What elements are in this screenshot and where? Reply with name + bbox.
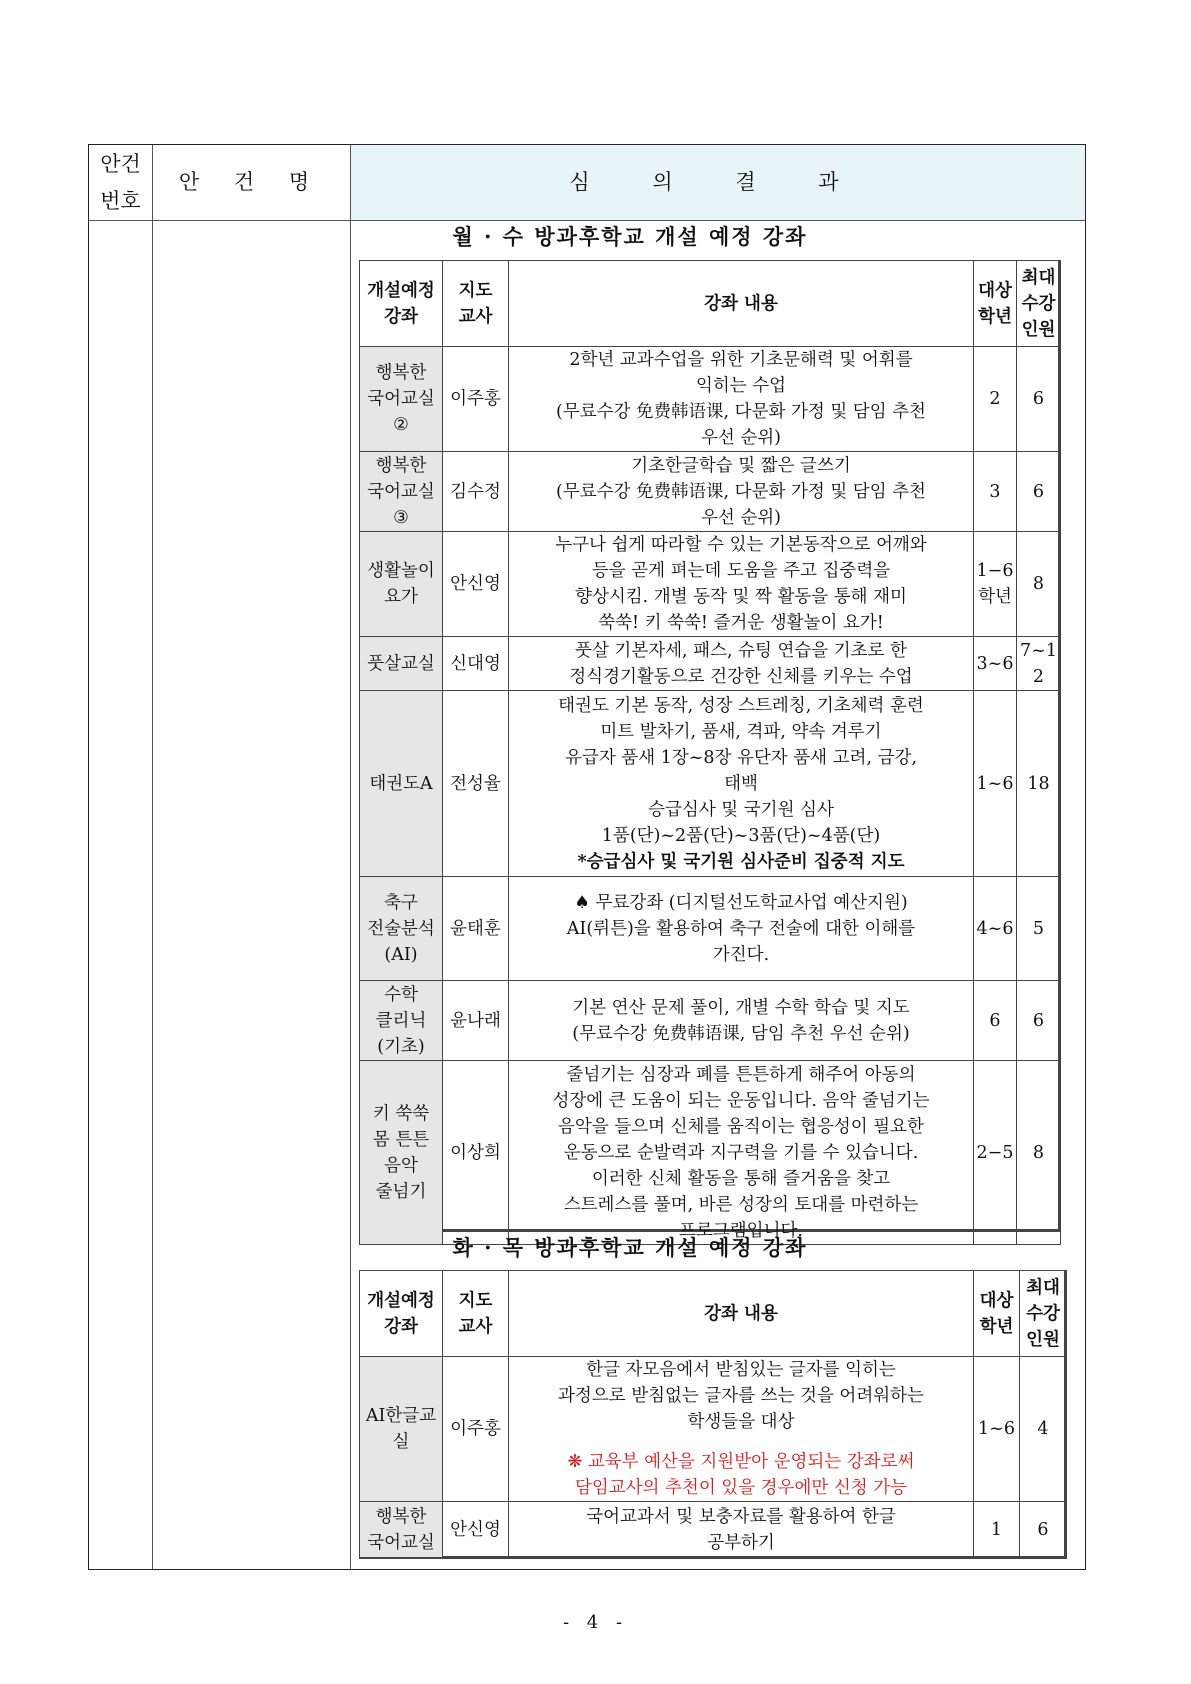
content-line: (무료수강 免费韩语课, 담임 추천 우선 순위): [572, 1023, 910, 1044]
content-line: 성장에 큰 도움이 되는 운동입니다. 음악 줄넘기는: [552, 1090, 930, 1111]
course-name-line: 몸 튼튼: [372, 1129, 430, 1150]
course-content: [509, 347, 974, 452]
course-name-line: 키 쑥쑥: [372, 1103, 430, 1124]
target-grade: 2−5: [974, 1061, 1017, 1245]
content-line: 정식경기활동으로 건강한 신체를 키우는 수업: [569, 666, 913, 687]
target-grade: [974, 532, 1017, 637]
content-line: 태권도 기본 동작, 성장 스트레칭, 기초체력 훈련: [558, 695, 924, 716]
max-students: 8: [1017, 532, 1061, 637]
target-grade: 4~6: [974, 877, 1017, 981]
teacher-header-line2: 교사: [458, 1316, 493, 1337]
max-line: 7~1: [1020, 640, 1057, 661]
content-line: 학생들을 대상: [687, 1412, 795, 1432]
course-name-line: ③: [393, 507, 409, 528]
content-line: 프로그램입니다.: [679, 1220, 803, 1241]
max-students: 6: [1020, 1502, 1067, 1558]
teacher-name: 안신영: [443, 532, 509, 637]
content-line: (무료수강 免费韩语课, 다문화 가정 및 담임 추천: [556, 402, 926, 422]
table-row: [360, 1357, 1067, 1502]
target-grade: 1~6: [974, 1357, 1020, 1502]
content-line: 태백: [724, 773, 758, 794]
teacher-name: 이주홍: [443, 347, 509, 452]
grade-header-line1: 대상: [979, 1290, 1014, 1311]
target-grade: 2: [974, 347, 1017, 452]
course-name-line: (AI): [384, 944, 418, 965]
max-students: 18: [1017, 691, 1061, 877]
max-students: 5: [1017, 877, 1061, 981]
course-name: [360, 877, 443, 981]
content-line: 등을 곧게 펴는데 도움을 주고 집중력을: [591, 561, 891, 581]
content-line: 유급자 품새 1장~8장 유단자 품새 고려, 금강,: [565, 747, 917, 768]
content-line: 우선 순위): [700, 507, 781, 528]
form-header-row: [89, 145, 1085, 221]
course-name-line: 생활놀이: [367, 561, 435, 581]
course-name-line: (기초): [377, 1036, 425, 1057]
max-students: 6: [1017, 347, 1061, 452]
content-line: 한글 자모음에서 받침있는 글자를 익히는: [586, 1360, 896, 1380]
grade-line: 학년: [978, 587, 1012, 607]
grade-header-line2: 학년: [978, 306, 1012, 327]
course-name-line: ②: [393, 415, 409, 435]
table-row: [360, 1502, 1067, 1558]
content-line: AI(뤼튼)을 활용하여 축구 전술에 대한 이해를: [566, 918, 916, 939]
grade-header: [974, 261, 1017, 347]
content-line: 스트레스를 풀며, 바른 성장의 토대를 마련하는: [563, 1194, 919, 1215]
course-name: [360, 1061, 443, 1245]
course-name-line: 수학: [384, 984, 418, 1005]
content-line: 미트 발차기, 품새, 격파, 약속 겨루기: [600, 721, 882, 742]
content-line: 이러한 신체 활동을 통해 즐거움을 찾고: [591, 1168, 891, 1189]
teacher-header-line2: 교사: [458, 306, 493, 327]
teacher-name: 이상희: [443, 1061, 509, 1245]
course-name: [360, 637, 443, 691]
course-name: [360, 1502, 443, 1558]
course-content: [509, 877, 974, 981]
max-students: 8: [1017, 1061, 1061, 1245]
content-line: 기초한글학습 및 짧은 글쓰기: [631, 455, 851, 476]
course-name-line: 실: [392, 1432, 410, 1452]
content-line: 승급심사 및 국기원 심사: [648, 799, 834, 820]
content-line: ♠ 무료강좌 (디지털선도학교사업 예산지원): [574, 892, 908, 913]
max-header: [1017, 261, 1061, 347]
course-header-line1: 개설예정: [367, 1290, 435, 1311]
course-header-line2: 강좌: [384, 1316, 418, 1337]
course-name-line: 국어교실: [367, 1532, 435, 1553]
course-name-line: 클리닉: [375, 1010, 427, 1031]
grade-header: [974, 1271, 1020, 1357]
content-line: 향상시킴. 개별 동작 및 짝 활동을 통해 재미: [575, 587, 907, 607]
table-row: [360, 452, 1061, 532]
table-row: [360, 691, 1061, 877]
max-line: 2: [1032, 666, 1045, 687]
course-name-line: 국어교실: [367, 481, 435, 502]
table-row: [360, 532, 1061, 637]
teacher-header: [443, 261, 509, 347]
column-divider-1: [152, 145, 153, 1569]
course-name: [360, 347, 443, 452]
teacher-name: 윤태훈: [443, 877, 509, 981]
target-grade: 3~6: [974, 637, 1017, 691]
course-name-line: 줄넘기: [375, 1181, 427, 1202]
course-name: [360, 452, 443, 532]
content-emphasis-line: *승급심사 및 국기원 심사준비 집중적 지도: [577, 851, 905, 872]
course-name-line: 축구: [384, 892, 418, 913]
review-result-header: 심 의 결 과: [351, 145, 1085, 220]
course-name: [360, 981, 443, 1061]
content-line: 국어교과서 및 보충자료를 활용하여 한글: [586, 1506, 896, 1527]
content-line: 과정으로 받침없는 글자를 쓰는 것을 어려워하는: [558, 1386, 924, 1406]
course-content: [509, 691, 974, 877]
max-header-line1: 최대: [1026, 1277, 1060, 1298]
section1-title: 월 · 수 방과후학교 개설 예정 강좌: [452, 224, 808, 249]
course-name-line: 풋살교실: [367, 653, 435, 674]
content-line: 기본 연산 문제 풀이, 개별 수학 학습 및 지도: [572, 997, 910, 1018]
course-name-line: 행복한: [375, 363, 427, 383]
course-content: [509, 1502, 974, 1558]
target-grade: 1~6: [974, 691, 1017, 877]
max-header-line2: 수강: [1026, 1303, 1060, 1324]
max-header-line3: 인원: [1026, 1329, 1060, 1350]
teacher-name: 김수정: [443, 452, 509, 532]
table-row: [360, 877, 1061, 981]
content-spacer: [513, 1435, 969, 1449]
section1-header-row: [360, 261, 1061, 347]
course-name: [360, 532, 443, 637]
notice-line: 담임교사의 추천이 있을 경우에만 신청 가능: [574, 1478, 908, 1498]
content-line: 줄넘기는 심장과 폐를 튼튼하게 해주어 아동의: [566, 1064, 916, 1085]
section2-header-row: [360, 1271, 1067, 1357]
agenda-number-header: [89, 145, 152, 220]
content-line: 공부하기: [707, 1532, 775, 1553]
content-line: 음악을 들으며 신체를 움직이는 협응성이 필요한: [558, 1116, 924, 1137]
course-header: [360, 1271, 443, 1357]
max-header-line2: 수강: [1021, 293, 1056, 314]
teacher-header-line1: 지도: [458, 1290, 493, 1311]
course-name-line: 음악: [384, 1155, 418, 1176]
course-header-line2: 강좌: [384, 306, 418, 327]
max-header-line3: 인원: [1021, 319, 1056, 340]
course-name-line: 태권도A: [369, 773, 433, 794]
content-header: 강좌 내용: [509, 1271, 974, 1357]
table-row: [360, 981, 1061, 1061]
course-name: [360, 691, 443, 877]
course-content: [509, 1061, 974, 1245]
course-name-line: 국어교실: [367, 389, 435, 409]
course-name: [360, 1357, 443, 1502]
content-line: 2학년 교과수업을 위한 기초문해력 및 어휘를: [569, 350, 913, 370]
content-line: 운동으로 순발력과 지구력을 기를 수 있습니다.: [563, 1142, 919, 1163]
grade-line: 1−6: [976, 561, 1014, 581]
course-header-line1: 개설예정: [367, 280, 435, 301]
content-line: 우선 순위): [700, 428, 781, 448]
max-students: 6: [1017, 981, 1061, 1061]
course-content: [509, 981, 974, 1061]
course-name-line: 행복한: [375, 455, 427, 476]
column-divider-2: [350, 145, 351, 1569]
grade-header-line2: 학년: [979, 1316, 1014, 1337]
max-students: 6: [1017, 452, 1061, 532]
course-header: [360, 261, 443, 347]
page-number: - 4 -: [562, 1612, 629, 1633]
agenda-number-header-line1: 안건: [100, 151, 141, 176]
target-grade: 6: [974, 981, 1017, 1061]
max-students: [1017, 637, 1061, 691]
target-grade: 1: [974, 1502, 1020, 1558]
notice-line: ❋ 교육부 예산을 지원받아 운영되는 강좌로써: [567, 1452, 915, 1472]
teacher-header: [443, 1271, 509, 1357]
section1-table: [359, 260, 1061, 1245]
max-header-line1: 최대: [1021, 267, 1056, 288]
teacher-name: 전성율: [443, 691, 509, 877]
course-content: [509, 452, 974, 532]
content-line: 누구나 쉽게 따라할 수 있는 기본동작으로 어깨와: [555, 535, 927, 555]
table-row: [360, 637, 1061, 691]
content-line: 가진다.: [712, 944, 770, 965]
content-line: 풋살 기본자세, 패스, 슈팅 연습을 기초로 한: [575, 640, 907, 661]
course-name-line: 요가: [384, 587, 418, 607]
content-header: 강좌 내용: [509, 261, 974, 347]
course-name-line: AI한글교: [365, 1406, 437, 1426]
agenda-title-header: 안 건 명: [178, 170, 324, 194]
table-row: [360, 1061, 1061, 1245]
teacher-name: 신대영: [443, 637, 509, 691]
teacher-name: 안신영: [443, 1502, 509, 1558]
course-content: [509, 1357, 974, 1502]
content-line: (무료수강 免费韩语课, 다문화 가정 및 담임 추천: [556, 481, 926, 502]
table-row: [360, 347, 1061, 452]
agenda-number-header-line2: 번호: [100, 188, 141, 213]
teacher-header-line1: 지도: [458, 280, 493, 301]
content-line: 익히는 수업: [695, 376, 787, 396]
teacher-name: 이주홍: [443, 1357, 509, 1502]
section2-table: [359, 1270, 1067, 1558]
teacher-name: 윤나래: [443, 981, 509, 1061]
content-line: 1품(단)~2품(단)~3품(단)~4품(단): [601, 825, 881, 846]
course-content: [509, 532, 974, 637]
grade-header-line1: 대상: [978, 280, 1012, 301]
course-name-line: 전술분석: [367, 918, 435, 939]
max-students: 4: [1020, 1357, 1067, 1502]
max-header: [1020, 1271, 1067, 1357]
section2-title: 화 · 목 방과후학교 개설 예정 강좌: [452, 1235, 808, 1260]
target-grade: 3: [974, 452, 1017, 532]
course-name-line: 행복한: [375, 1506, 427, 1527]
content-line: 쑥쑥! 키 쑥쑥! 즐거운 생활놀이 요가!: [598, 613, 884, 633]
course-content: [509, 637, 974, 691]
